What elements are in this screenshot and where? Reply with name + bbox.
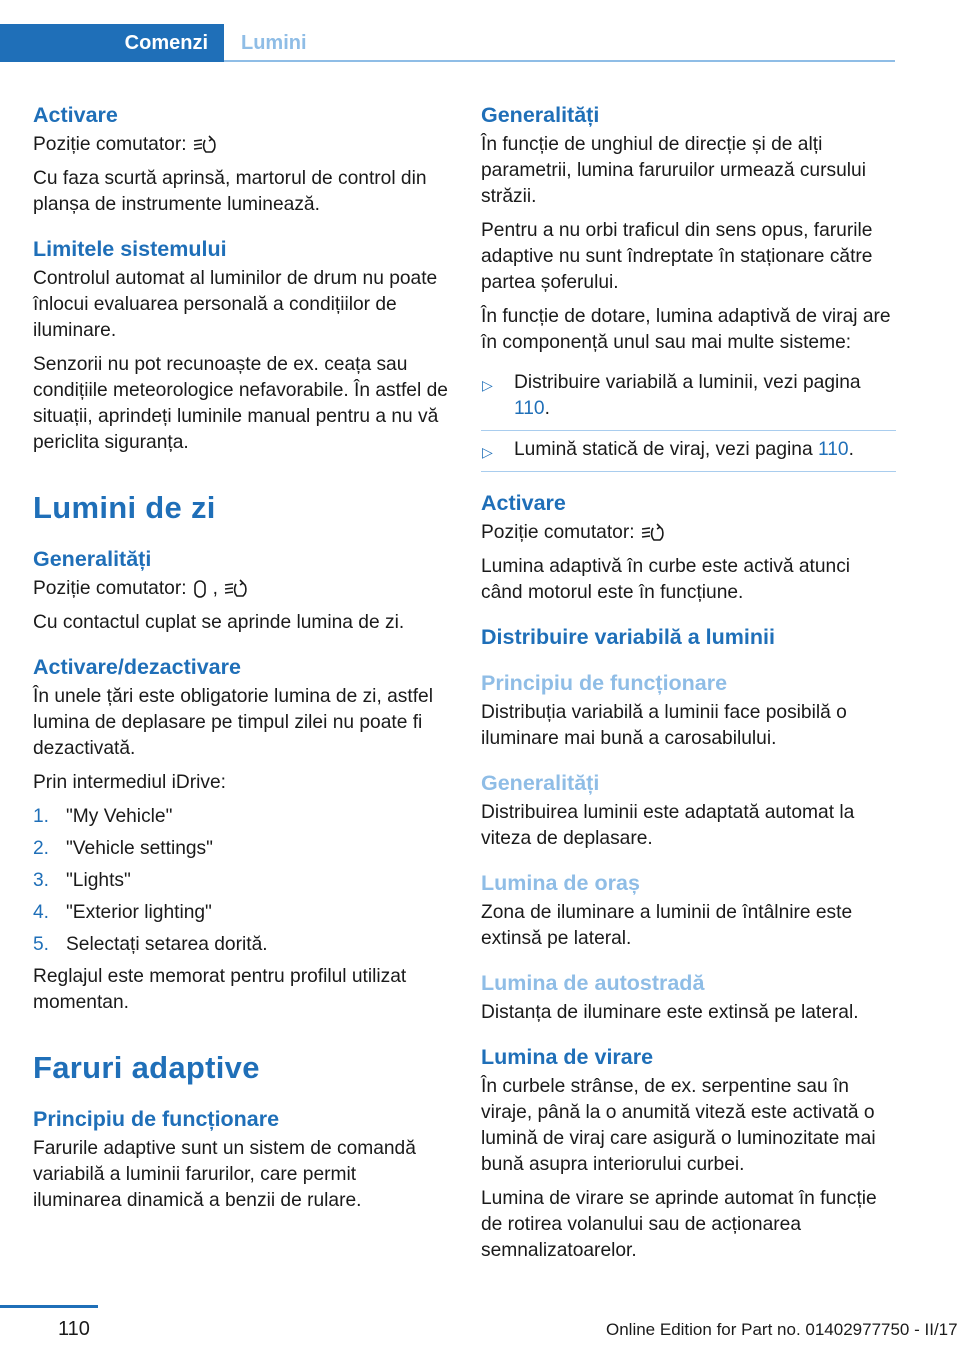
right-column — [481, 100, 896, 1272]
section-heading: Principiu de funcționare — [33, 1107, 280, 1131]
paragraph: Cu contactul cuplat se aprinde lumina de zi. — [33, 612, 405, 633]
paragraph: Reglajul este memorat pentru profilul utilizat momentan. — [33, 966, 407, 1013]
section-heading: Generalități — [33, 547, 152, 571]
edition-note: Online Edition for Part no. 01402977750 - II/17 — [606, 1320, 958, 1339]
list-item: 1. "My Vehicle" — [33, 806, 173, 827]
tab-comenzi[interactable]: Comenzi — [0, 24, 224, 62]
chapter-title: Faruri adaptive — [33, 1050, 260, 1085]
paragraph: Poziție comutator: — [481, 520, 896, 546]
header-divider — [224, 60, 895, 62]
paragraph: Distanța de iluminare este extinsă pe lateral. — [481, 1002, 859, 1023]
subsection-heading: Lumina de autostradă — [481, 971, 705, 995]
list-item: 3. "Lights" — [33, 870, 131, 891]
section-heading: Activare — [481, 491, 566, 515]
subsection-heading: Principiu de funcționare — [481, 671, 728, 695]
footer-rule — [0, 1305, 98, 1308]
light-off-switch-icon — [193, 579, 207, 599]
page-link[interactable]: 110 — [817, 439, 849, 460]
list-item: 5. Selectați setarea dorită. — [33, 934, 268, 955]
paragraph: Senzorii nu pot recunoaște de ex. ceața sau condițiile meteorologice nefavorabile. În astfel de situații, aprindeți luminile manual pentru a nu vă periclita siguranța. — [33, 354, 448, 453]
paragraph: Zona de iluminare a luminii de întâlnire este extinsă pe lateral. — [481, 902, 853, 949]
section-heading: Activare/dezactivare — [33, 655, 241, 679]
systems-list — [481, 364, 896, 472]
auto-headlight-switch-icon — [224, 579, 248, 599]
paragraph: Poziție comutator: — [33, 132, 448, 158]
paragraph: Distribuția variabilă a luminii face posibilă o iluminare mai bună a carosabilului. — [481, 702, 847, 749]
paragraph: Cu faza scurtă aprinsă, martorul de control din planșa de instrumente luminează. — [33, 168, 427, 215]
paragraph: În unele țări este obligatorie lumina de zi, astfel lumina de deplasare pe timpul zilei nu poate fi dezactivată. — [33, 686, 433, 759]
list-item: ▷ Lumină statică de viraj, vezi pagina 110. — [481, 431, 896, 472]
paragraph: Pentru a nu orbi traficul din sens opus, farurile adaptive nu sunt îndreptate în staționare către partea șoferului. — [481, 220, 873, 293]
triangle-bullet-icon: ▷ — [482, 444, 493, 460]
paragraph: Controlul automat al luminilor de drum nu poate înlocui evaluarea personală a condițiilor de iluminare. — [33, 268, 438, 341]
tab-lumini[interactable]: Lumini — [241, 32, 307, 54]
paragraph: În funcție de unghiul de direcție și de alți parametrii, lumina faruruilor urmează cursului străzii. — [481, 134, 866, 207]
section-heading: Limitele sistemului — [33, 237, 227, 261]
section-heading: Lumina de virare — [481, 1045, 654, 1069]
subsection-heading: Generalități — [481, 771, 600, 795]
section-heading: Activare — [33, 103, 118, 127]
triangle-bullet-icon: ▷ — [482, 377, 493, 393]
subsection-heading: Lumina de oraș — [481, 871, 640, 895]
paragraph: În curbele strânse, de ex. serpentine sau în viraje, până la o anumită viteză este activată o lumină de viraj care asigură o luminozitate mai bună asupra interiorului curbei. — [481, 1076, 876, 1175]
paragraph: Lumina adaptivă în curbe este activă atunci când motorul este în funcțiune. — [481, 556, 851, 603]
paragraph: Farurile adaptive sunt un sistem de comandă variabilă a luminii farurilor, care permit iluminarea dinamică a benzii de rulare. — [33, 1138, 416, 1211]
paragraph: Distribuirea luminii este adaptată automat la viteza de deplasare. — [481, 802, 855, 849]
paragraph: Prin intermediul iDrive: — [33, 772, 226, 793]
auto-headlight-switch-icon — [641, 523, 665, 543]
paragraph: În funcție de dotare, lumina adaptivă de viraj are în componență unul sau mai multe sisteme: — [481, 306, 891, 353]
list-item: ▷ Distribuire variabilă a luminii, vezi pagina 110. — [481, 364, 896, 431]
section-heading: Distribuire variabilă a luminii — [481, 625, 775, 649]
list-item: 4. "Exterior lighting" — [33, 902, 212, 923]
page-link[interactable]: 110 — [514, 398, 545, 419]
list-item: 2. "Vehicle settings" — [33, 838, 213, 859]
paragraph: Poziție comutator: , — [33, 576, 448, 602]
page-number: 110 — [58, 1318, 90, 1340]
left-column — [33, 100, 448, 1222]
chapter-title: Lumini de zi — [33, 490, 216, 525]
auto-headlight-switch-icon — [193, 135, 217, 155]
paragraph: Lumina de virare se aprinde automat în funcție de rotirea volanului sau de acționarea semnalizatoarelor. — [481, 1188, 877, 1261]
header-bar — [0, 24, 895, 62]
idrive-steps-list — [33, 804, 448, 958]
section-heading: Generalități — [481, 103, 600, 127]
